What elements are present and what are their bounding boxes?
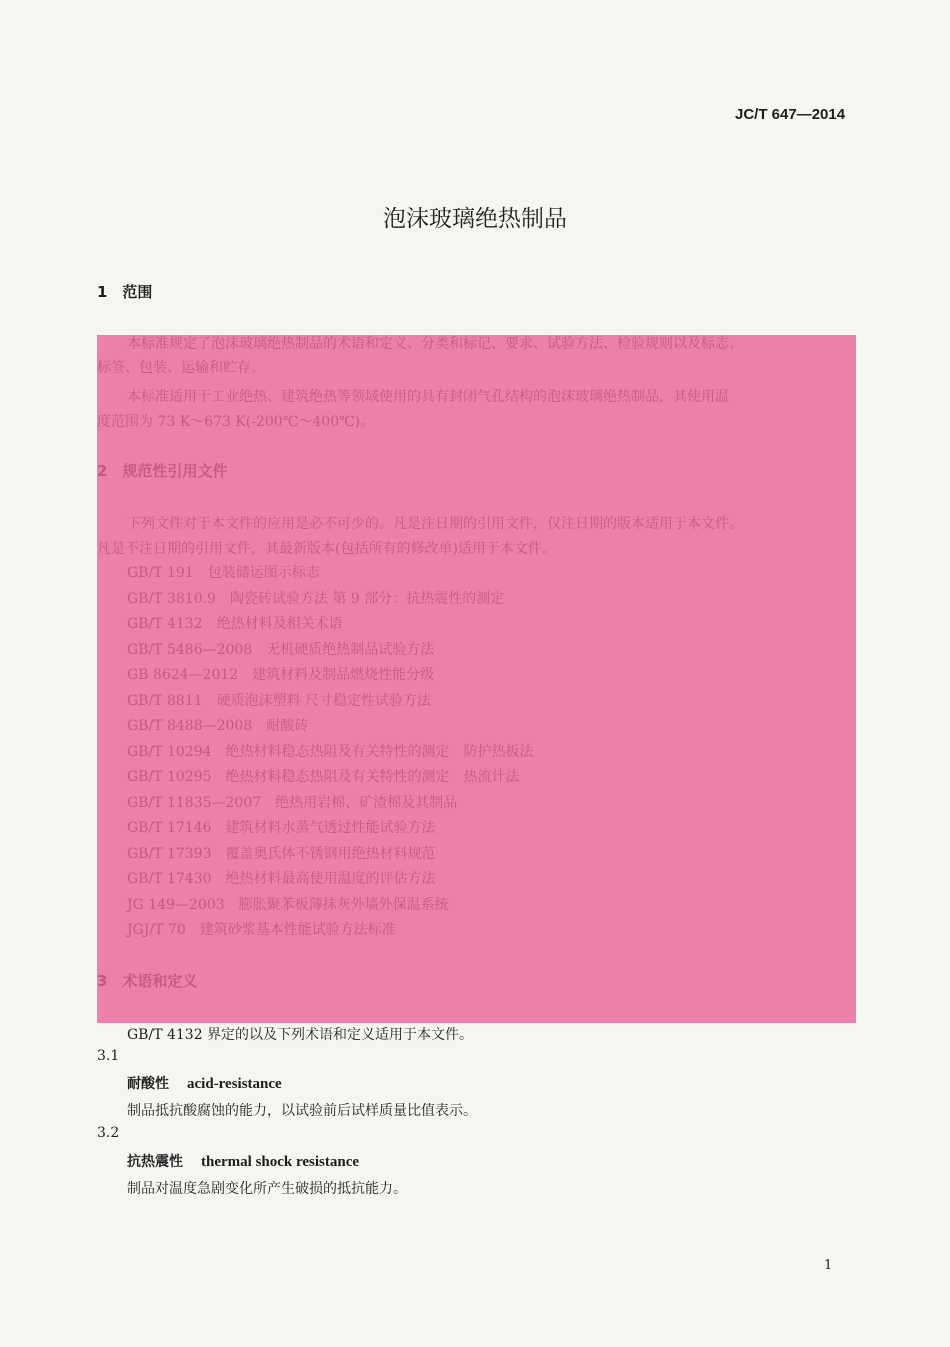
highlight-overlay (97, 335, 856, 1023)
term-name-en: thermal shock resistance (201, 1154, 360, 1170)
term-name-zh: 耐酸性 (127, 1076, 169, 1092)
term-definition: 制品抵抗酸腐蚀的能力，以试验前后试样质量比值表示。 (127, 1103, 477, 1119)
section-3-intro: GB/T 4132 界定的以及下列术语和定义适用于本文件。 (127, 1027, 474, 1043)
term-name-zh: 抗热震性 (127, 1154, 183, 1170)
term-number: 3.2 (97, 1125, 120, 1141)
document-number: JC/T 647—2014 (735, 106, 846, 123)
document-title: 泡沫玻璃绝热制品 (383, 206, 567, 232)
term-definition: 制品对温度急剧变化所产生破损的抵抗能力。 (127, 1181, 407, 1197)
section-1-heading: 1 范围 (97, 283, 153, 301)
page-number: 1 (824, 1258, 833, 1273)
term-name (127, 1151, 359, 1171)
term-name (127, 1073, 282, 1093)
term-number: 3.1 (97, 1048, 120, 1064)
term-name-en: acid-resistance (187, 1076, 282, 1092)
